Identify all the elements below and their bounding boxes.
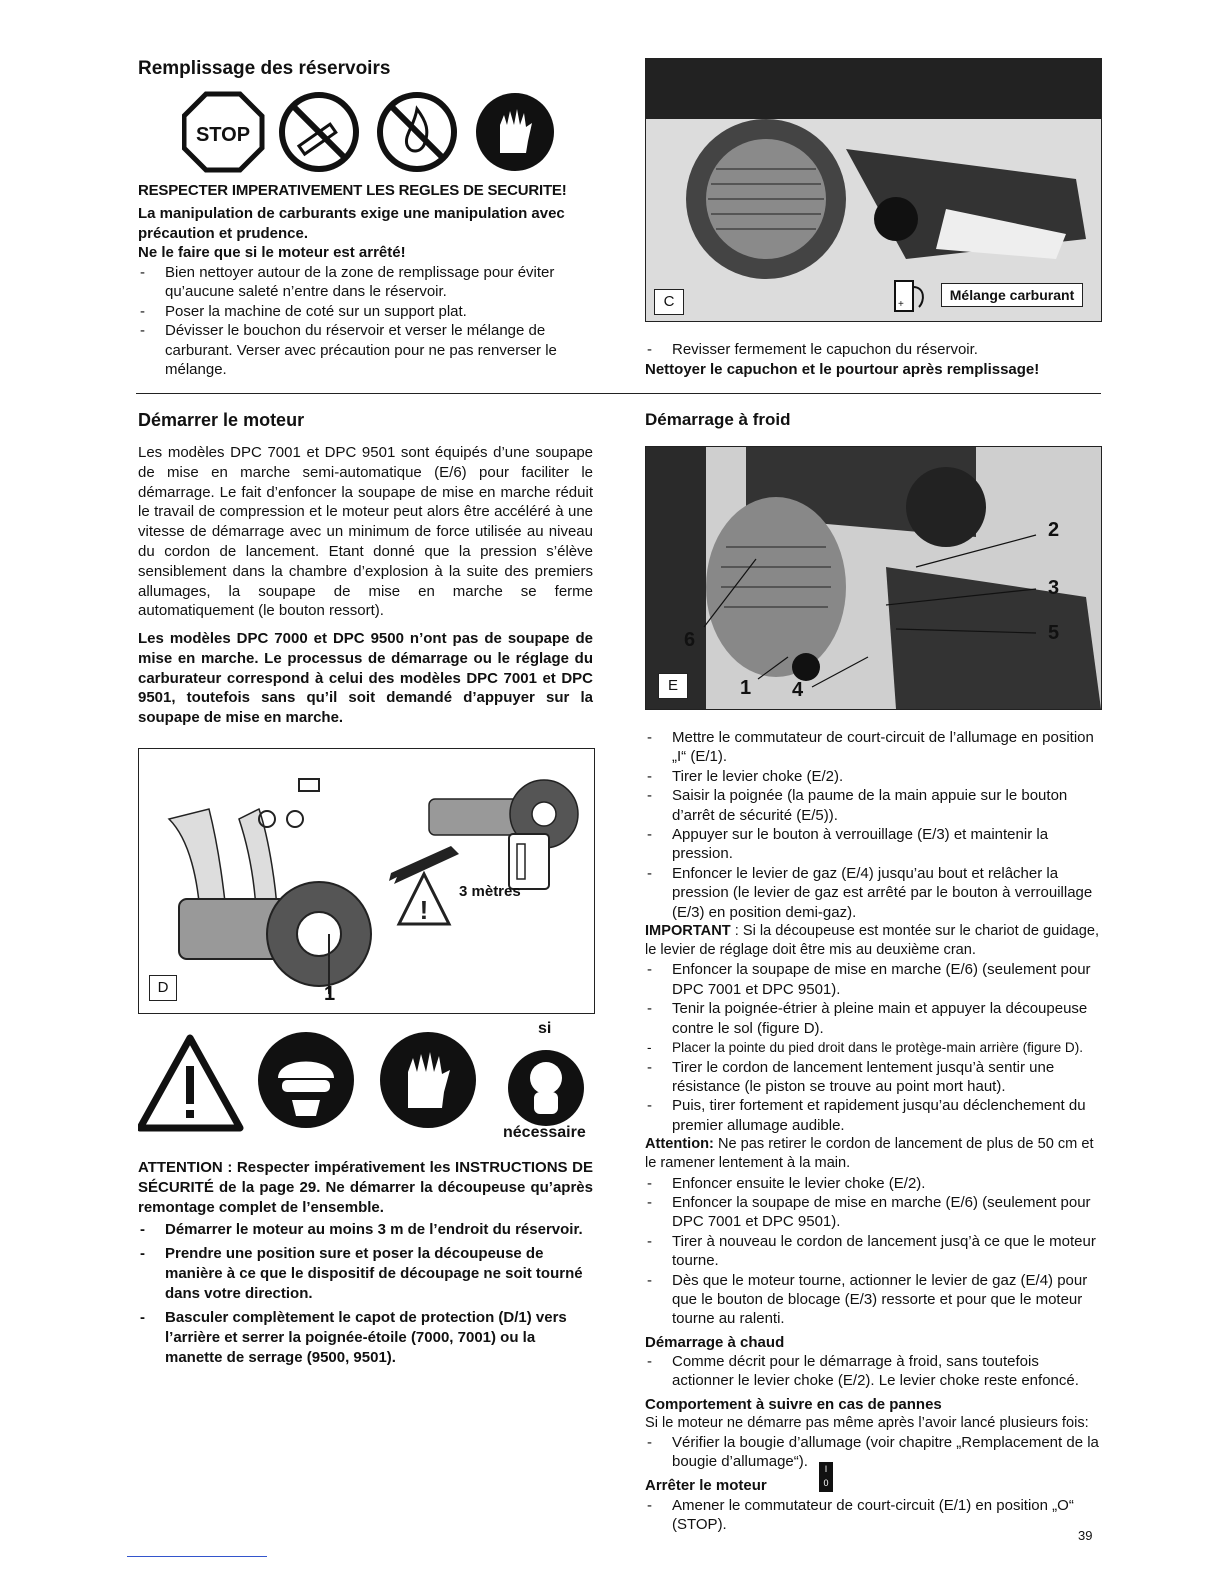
safety-icons-row bbox=[182, 91, 552, 173]
callout-1: 1 bbox=[740, 677, 752, 699]
section-title-stop-engine: Arrêter le moteur bbox=[645, 1476, 767, 1494]
list-item: - Mettre le commutateur de court-circuit de l’allumage en position „I“ (E/1). bbox=[645, 728, 1100, 767]
figure-d bbox=[138, 748, 595, 1014]
stop-engine-heading-row bbox=[645, 1463, 1100, 1496]
list-item: - Saisir la poignée (la paume de la main appuie sur le bouton d’arrêt de sécurité (E/5)). bbox=[645, 786, 1100, 825]
fuel-tank-photo bbox=[646, 59, 1101, 321]
engine-controls-photo bbox=[646, 447, 1101, 709]
list-item: - Démarrer le moteur au moins 3 m de l’endroit du réservoir. bbox=[138, 1220, 593, 1240]
section-title-start-engine: Démarrer le moteur bbox=[138, 410, 305, 430]
list-item: - Revisser fermement le capuchon du réservoir. bbox=[645, 340, 1105, 359]
callout-3: 3 bbox=[1048, 577, 1060, 599]
figure-d-label: D bbox=[149, 975, 177, 1001]
svg-text:+: + bbox=[898, 299, 904, 310]
section-title-refuel: Remplissage des réservoirs bbox=[138, 58, 391, 79]
list-item: - Enfoncer la soupape de mise en marche (E/6) (seulement pour DPC 7001 et DPC 9501). bbox=[645, 1193, 1100, 1232]
figure-c-label: C bbox=[654, 289, 684, 315]
si-label: si bbox=[538, 1020, 552, 1037]
figure-d-callout: 1 bbox=[324, 983, 336, 1005]
troubleshooting-text: Si le moteur ne démarre pas même après l’avoir lancé plusieurs fois: bbox=[645, 1414, 1089, 1431]
switch-on-label: I bbox=[824, 1463, 828, 1474]
list-item: - Amener le commutateur de court-circuit (E/1) en position „O“ (STOP). bbox=[645, 1496, 1100, 1535]
list-item: - Tirer le levier choke (E/2). bbox=[645, 767, 1100, 786]
gloves-icon bbox=[474, 91, 556, 173]
figure-e-label: E bbox=[658, 673, 688, 699]
respirator-icon bbox=[506, 1048, 586, 1128]
list-item: - Poser la machine de coté sur un support plat. bbox=[138, 302, 593, 321]
start-engine-paragraph: Les modèles DPC 7001 et DPC 9501 sont équipés d’une soupape de mise en marche semi-automatique (E/6) pour faciliter le démarrage. Le fait d’enfoncer la soupape de mise en marche réduit le travail de compression et le moteur peut alors être accéléré à une vitesse de démarrage avec un minimum de force utilisée au niveau du cordon de lancement. Etant donné que la pression s’élève sensiblement dans la chambre d’explosion à la suite des premiers allumages, la soupape de mise en marche se ferme automatiquement (le bouton ressort). bbox=[138, 444, 593, 620]
ppe-icons-row bbox=[138, 1018, 593, 1143]
section-title-warm-start: Démarrage à chaud bbox=[645, 1333, 785, 1351]
callout-6: 6 bbox=[684, 629, 696, 651]
gloves-icon bbox=[378, 1030, 478, 1130]
callout-2: 2 bbox=[1048, 519, 1060, 541]
necessaire-label: nécessaire bbox=[503, 1124, 586, 1141]
list-item: - Placer la pointe du pied droit dans le protège-main arrière (figure D). bbox=[645, 1038, 1100, 1057]
page-number: 39 bbox=[1078, 1528, 1093, 1543]
important-note bbox=[645, 922, 1100, 960]
fuel-mix-label: Mélange carburant bbox=[941, 283, 1083, 307]
figure-e-photo bbox=[645, 446, 1102, 710]
cold-start-instructions bbox=[645, 728, 1100, 1534]
warm-start-list bbox=[645, 1352, 1100, 1391]
list-item: - Dévisser le bouchon du réservoir et verser le mélange de carburant. Verser avec précaution pour ne pas renverser le mélange. bbox=[138, 321, 593, 379]
list-item: - Tenir la poignée-étrier à pleine main et appuyer la découpeuse contre le sol (figure D). bbox=[645, 999, 1100, 1038]
warning-triangle-icon bbox=[138, 1034, 248, 1134]
helmet-goggles-mask-icon bbox=[256, 1030, 356, 1130]
list-item: - Puis, tirer fortement et rapidement jusqu’au déclenchement du premier allumage audible. bbox=[645, 1096, 1100, 1135]
list-item: - Comme décrit pour le démarrage à froid, sans toutefois actionner le levier choke (E/2). Le levier choke reste enfoncé. bbox=[645, 1352, 1100, 1391]
list-item: - Prendre une position sure et poser la découpeuse de manière à ce que le dispositif de découpage ne soit tourné dans votre direction. bbox=[138, 1244, 593, 1304]
figure-c-photo bbox=[645, 58, 1102, 322]
section-title-cold-start: Démarrage à froid bbox=[645, 410, 791, 429]
starting-position-illustration bbox=[139, 749, 594, 1013]
no-open-flame-icon bbox=[376, 91, 458, 173]
callout-5: 5 bbox=[1048, 622, 1060, 644]
after-refuel-list bbox=[645, 340, 1105, 359]
list-item: - Vérifier la bougie d’allumage (voir chapitre „Remplacement de la bougie d’allumage“). bbox=[645, 1433, 1100, 1472]
no-smoking-icon bbox=[278, 91, 360, 173]
list-item: - Basculer complètement le capot de protection (D/1) vers l’arrière et serrer la poignée-étoile (7000, 7001) ou la manette de serrage (9500, 9501). bbox=[138, 1308, 593, 1368]
list-item: - Dès que le moteur tourne, actionner le levier de gaz (E/4) pour que le bouton de blocage (E/3) ressorte et pour que le moteur tourne au ralenti. bbox=[645, 1271, 1100, 1329]
important-label: IMPORTANT bbox=[645, 923, 731, 940]
list-item: - Appuyer sur le bouton à verrouillage (E/3) et maintenir la pression. bbox=[645, 825, 1100, 864]
cold-start-list-2 bbox=[645, 960, 1100, 1135]
safety-warning-1: RESPECTER IMPERATIVEMENT LES REGLES DE SECURITE! bbox=[138, 182, 567, 199]
refuel-steps-list bbox=[138, 263, 593, 379]
troubleshooting-list bbox=[645, 1433, 1100, 1472]
cold-start-list-1 bbox=[645, 728, 1100, 922]
attention-note bbox=[645, 1135, 1100, 1173]
list-item: - Tirer le cordon de lancement lentement jusqu’à sentir une résistance (le piston se trouve au point mort haut). bbox=[645, 1058, 1100, 1097]
safety-warning-2: La manipulation de carburants exige une manipulation avec précaution et prudence. bbox=[138, 205, 565, 242]
svg-text:STOP: STOP bbox=[195, 124, 251, 146]
callout-4: 4 bbox=[792, 679, 804, 701]
list-item: - Enfoncer le levier de gaz (E/4) jusqu’au bout et relâcher la pression (le levier de gaz est arrêté par le bouton à verrouillage (E/3) en position demi-gaz). bbox=[645, 864, 1100, 922]
cold-start-list-3 bbox=[645, 1174, 1100, 1329]
switch-off-label: 0 bbox=[823, 1477, 829, 1488]
important-text: : Si la découpeuse est montée sur le chariot de guidage, le levier de réglage doit être mis au deuxième cran. bbox=[645, 923, 1099, 959]
section-title-troubleshooting: Comportement à suivre en cas de pannes bbox=[645, 1395, 942, 1413]
stop-engine-list bbox=[645, 1496, 1100, 1535]
attention-label: Attention: bbox=[645, 1136, 714, 1153]
fuel-pump-icon bbox=[893, 277, 933, 315]
attention-safety-note: ATTENTION : Respecter impérativement les INSTRUCTIONS DE SÉCURITÉ de la page 29. Ne démarrer la découpeuse qu’après remontage complet de l’ensemble. bbox=[138, 1159, 593, 1216]
list-item: - Bien nettoyer autour de la zone de remplissage pour éviter qu’aucune saleté n’entre dans le réservoir. bbox=[138, 263, 593, 302]
section-divider bbox=[136, 393, 1101, 394]
ignition-switch-icon bbox=[819, 1462, 833, 1492]
list-item: - Enfoncer la soupape de mise en marche (E/6) (seulement pour DPC 7001 et DPC 9501). bbox=[645, 960, 1100, 999]
start-preparation-list bbox=[138, 1220, 593, 1368]
figure-d-distance: 3 mètres bbox=[459, 883, 521, 900]
start-engine-models-note: Les modèles DPC 7000 et DPC 9500 n’ont pas de soupape de mise en marche. Le processus de démarrage ou le réglage du carburateur correspond à celui des modèles DPC 7001 et DPC 9501, toutefois sans qu’il soit demandé d’appuyer sur la soupape de mise en marche. bbox=[138, 630, 593, 727]
attention-text: Ne pas retirer le cordon de lancement de plus de 50 cm et le ramener lentement à la main. bbox=[645, 1136, 1094, 1172]
safety-warning-3: Ne le faire que si le moteur est arrêté! bbox=[138, 244, 406, 261]
svg-text:!: ! bbox=[419, 895, 429, 925]
list-item: - Enfoncer ensuite le levier choke (E/2). bbox=[645, 1174, 1100, 1193]
clean-cap-note: Nettoyer le capuchon et le pourtour après remplissage! bbox=[645, 361, 1040, 378]
list-item: - Tirer à nouveau le cordon de lancement jusq’à ce que le moteur tourne. bbox=[645, 1232, 1100, 1271]
footer-line bbox=[127, 1556, 267, 1557]
